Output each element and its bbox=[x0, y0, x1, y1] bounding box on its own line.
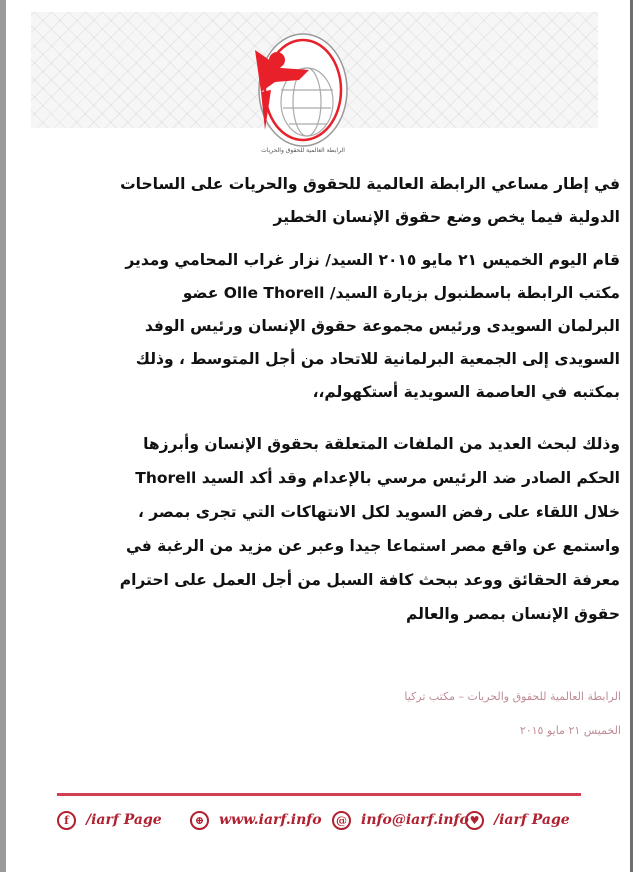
intro-line: في إطار مساعي الرابطة العالمية للحقوق والحريات على الساحات bbox=[120, 175, 620, 193]
paragraph-line: بمكتبه في العاصمة السويدية أستكهولم،، bbox=[312, 383, 620, 401]
footer-contacts bbox=[55, 805, 585, 835]
globe-icon: ⊕ bbox=[190, 811, 209, 830]
paragraph-line: قام اليوم الخميس ٢١ مايو ٢٠١٥ السيد/ نزار غراب المحامي ومدير bbox=[125, 251, 620, 269]
paragraph-line: خلال اللقاء على رفض السويد لكل الانتهاكات التي تجرى بمصر ، bbox=[137, 503, 620, 521]
footer-website-link[interactable] bbox=[190, 805, 322, 835]
footer-label: www.iarf.info bbox=[219, 812, 322, 828]
paragraph-line: السويدى إلى الجمعية البرلمانية للاتحاد من أجل المتوسط ، وذلك bbox=[135, 350, 620, 368]
twitter-icon: ♥ bbox=[465, 811, 484, 830]
left-border bbox=[0, 0, 6, 872]
footer-email-link[interactable] bbox=[332, 805, 469, 835]
facebook-icon: f bbox=[57, 811, 76, 830]
paragraph-1 bbox=[110, 244, 620, 409]
paragraph-line: مكتب الرابطة باسطنبول بزيارة السيد/ Olle Thorell عضو bbox=[182, 284, 620, 302]
paragraph-2 bbox=[110, 427, 620, 631]
paragraph-line: واستمع عن واقع مصر استماعا جيدا وعبر عن مزيد من الرغبة في bbox=[125, 537, 620, 555]
footer-divider bbox=[57, 793, 581, 796]
paragraph-line: البرلمان السويدى ورئيس مجموعة حقوق الإنسان ورئيس الوفد bbox=[144, 317, 620, 335]
footer-twitter-link[interactable] bbox=[465, 805, 570, 835]
email-icon: @ bbox=[332, 811, 351, 830]
signature-date: الخميس ٢١ مايو ٢٠١٥ bbox=[519, 724, 621, 737]
footer-label: /iarf Page bbox=[494, 812, 570, 828]
intro-line: الدولية فيما يخص وضع حقوق الإنسان الخطير bbox=[273, 208, 620, 226]
logo-arabic-text: الرابطة العالمية للحقوق والحريات bbox=[261, 147, 345, 154]
paragraph-line: حقوق الإنسان بمصر والعالم bbox=[405, 605, 620, 623]
footer-label: info@iarf.info bbox=[361, 812, 469, 828]
paragraph-line: معرفة الحقائق ووعد ببحث كافة السبل من أجل العمل على احترام bbox=[119, 571, 620, 589]
iarf-logo-icon bbox=[241, 30, 361, 158]
footer-facebook-link[interactable] bbox=[57, 805, 162, 835]
paragraph-line: وذلك لبحث العديد من الملفات المتعلقة بحقوق الإنسان وأبرزها bbox=[143, 435, 620, 453]
signature-organization: الرابطة العالمية للحقوق والحريات – مكتب تركيا bbox=[404, 690, 621, 703]
footer-label: /iarf Page bbox=[86, 812, 162, 828]
intro-heading bbox=[110, 168, 620, 234]
paragraph-line: الحكم الصادر ضد الرئيس مرسي بالإعدام وقد أكد السيد Thorell bbox=[135, 469, 620, 487]
